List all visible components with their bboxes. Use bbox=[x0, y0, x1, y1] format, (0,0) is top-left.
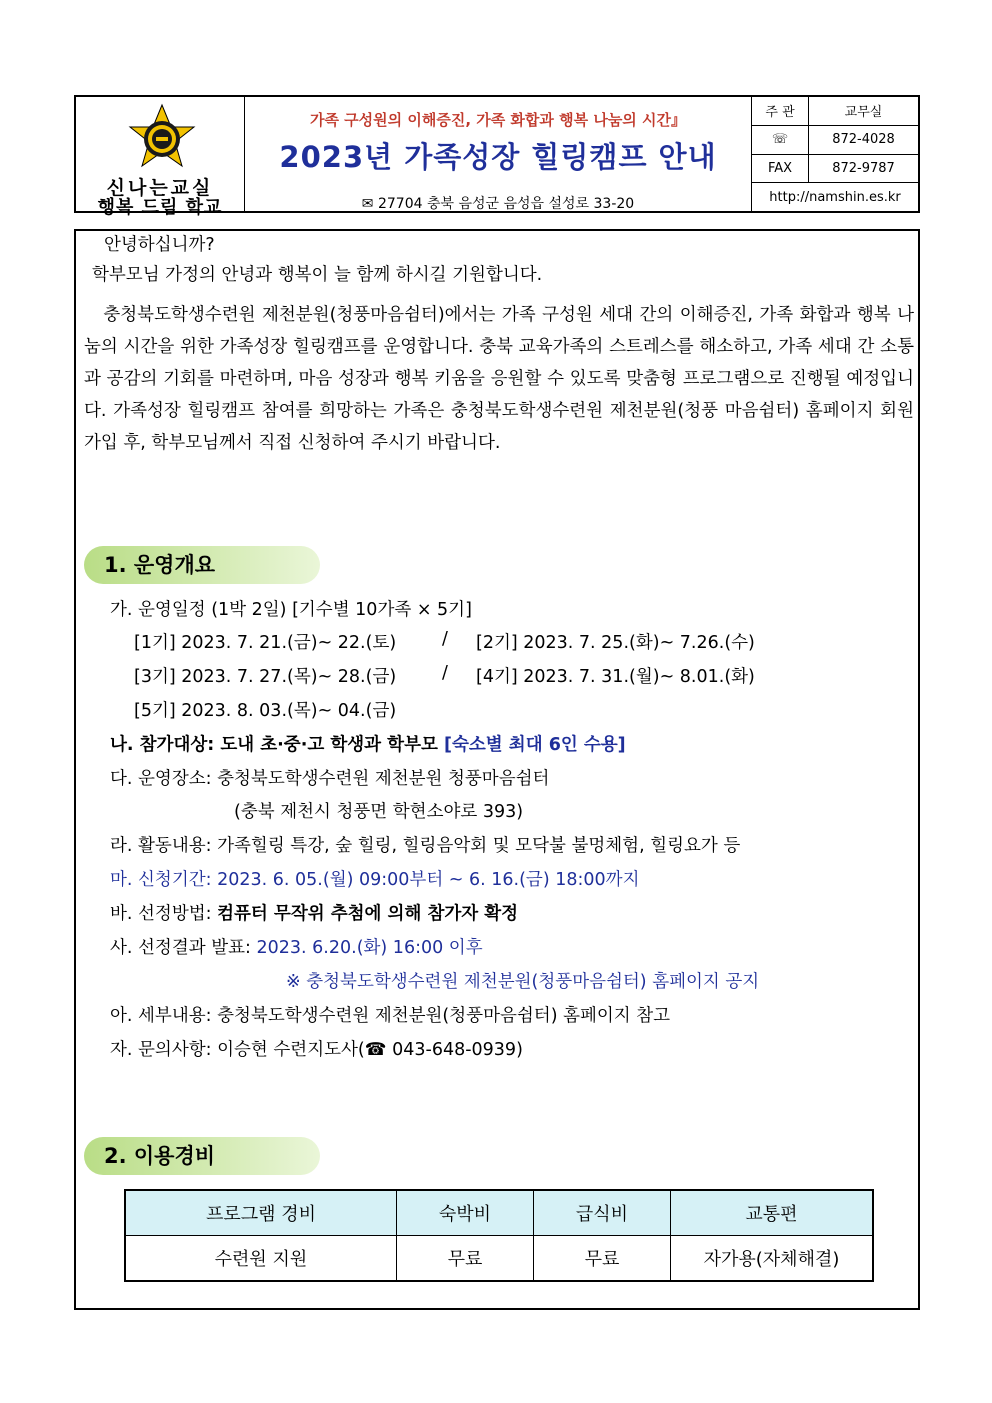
table-cell: 무료 bbox=[397, 1236, 534, 1282]
fax-value: 872-9787 bbox=[832, 160, 895, 176]
phone-icon: ☏ bbox=[752, 126, 809, 154]
select-label: 바. 선정방법: bbox=[110, 904, 212, 924]
session-3: [3기] 2023. 7. 27.(목)~ 28.(금) bbox=[134, 667, 397, 687]
activity-line: 라. 활동내용: 가족힐링 특강, 숲 힐링, 힐링음악회 및 모닥불 불멍체험, 힐링요가 등 bbox=[110, 836, 741, 856]
school-name-line2: 행복 드림 학교 bbox=[97, 197, 223, 218]
table-header-cell: 교통편 bbox=[671, 1190, 874, 1236]
schedule-label: 가. 운영일정 (1박 2일) [기수별 10가족 × 5기] bbox=[110, 600, 472, 620]
table-cell: 무료 bbox=[534, 1236, 671, 1282]
detail-line: 아. 세부내용: 충청북도학생수련원 제천분원(청풍마음쉼터) 홈페이지 참고 bbox=[110, 1006, 671, 1026]
phone-value: 872-4028 bbox=[832, 132, 895, 148]
document-body bbox=[74, 229, 920, 1310]
session-separator: / bbox=[442, 663, 448, 683]
table-header-cell: 급식비 bbox=[534, 1190, 671, 1236]
address-text: 27704 충북 음성군 음성읍 설성로 33-20 bbox=[377, 196, 635, 212]
target-text: 나. 참가대상: 도내 초·중·고 학생과 학부모 bbox=[110, 735, 438, 755]
document-header bbox=[74, 95, 920, 218]
place-address: (충북 제천시 청풍면 학현소야로 393) bbox=[234, 802, 524, 822]
target-note: [숙소별 최대 6인 수용] bbox=[443, 735, 626, 755]
select-line bbox=[110, 900, 518, 925]
result-value: 2023. 6.20.(화) 16:00 이후 bbox=[256, 938, 483, 958]
host-value: 교무실 bbox=[844, 105, 883, 121]
intro-paragraph bbox=[84, 299, 914, 459]
phone-row bbox=[752, 126, 918, 155]
contact-line: 자. 문의사항: 이승현 수련지도사(☎ 043-648-0939) bbox=[110, 1040, 523, 1060]
table-cell: 자가용(자체해결) bbox=[671, 1236, 874, 1282]
greeting-1: 안녕하십니까? bbox=[104, 235, 215, 255]
title-cell bbox=[245, 97, 752, 211]
homepage-link[interactable]: http://namshin.es.kr bbox=[769, 189, 901, 205]
result-line bbox=[110, 934, 483, 959]
session-2: [2기] 2023. 7. 25.(화)~ 7.26.(수) bbox=[476, 633, 755, 653]
select-value: 컴퓨터 무작위 추첨에 의해 참가자 확정 bbox=[217, 904, 519, 924]
table-row bbox=[125, 1236, 873, 1282]
result-label: 사. 선정결과 발표: bbox=[110, 938, 251, 958]
host-label: 주 관 bbox=[752, 97, 809, 125]
contact-info bbox=[752, 97, 918, 211]
cost-table bbox=[124, 1189, 874, 1282]
table-cell: 수련원 지원 bbox=[125, 1236, 397, 1282]
page-title: 2023년 가족성장 힐링캠프 안내 bbox=[279, 140, 717, 174]
url-row bbox=[752, 183, 918, 211]
school-name-line1: 신나는교실 bbox=[106, 177, 214, 199]
host-row bbox=[752, 97, 918, 126]
table-header-cell: 프로그램 경비 bbox=[125, 1190, 397, 1236]
session-5: [5기] 2023. 8. 03.(목)~ 04.(금) bbox=[134, 701, 397, 721]
session-separator: / bbox=[442, 629, 448, 649]
homepage-notice: ※ 충청북도학생수련원 제천분원(청풍마음쉼터) 홈페이지 공지 bbox=[286, 972, 760, 992]
section-2-heading: 2. 이용경비 bbox=[84, 1137, 320, 1175]
address bbox=[245, 193, 751, 213]
apply-period: 마. 신청기간: 2023. 6. 05.(월) 09:00부터 ~ 6. 16.(금) 18:00까지 bbox=[110, 870, 640, 890]
fax-label: FAX bbox=[752, 155, 809, 183]
school-logo-cell bbox=[76, 97, 245, 218]
table-header-row bbox=[125, 1190, 873, 1236]
mail-icon: ✉ bbox=[361, 196, 378, 212]
session-1: [1기] 2023. 7. 21.(금)~ 22.(토) bbox=[134, 633, 397, 653]
greeting-2: 학부모님 가정의 안녕과 행복이 늘 함께 하시길 기원합니다. bbox=[92, 265, 543, 285]
target-line bbox=[110, 731, 626, 756]
session-4: [4기] 2023. 7. 31.(월)~ 8.01.(화) bbox=[476, 667, 755, 687]
fax-row bbox=[752, 155, 918, 184]
school-emblem-icon bbox=[126, 103, 198, 175]
place-line: 다. 운영장소: 충청북도학생수련원 제천분원 청풍마음쉼터 bbox=[110, 769, 550, 789]
table-header-cell: 숙박비 bbox=[397, 1190, 534, 1236]
subtitle: 가족 구성원의 이해증진, 가족 화합과 행복 나눔의 시간』 bbox=[309, 111, 687, 129]
section-1-heading: 1. 운영개요 bbox=[84, 546, 320, 584]
intro-text: 충청북도학생수련원 제천분원(청풍마음쉼터)에서는 가족 구성원 세대 간의 이해증진, 가족 화합과 행복 나눔의 시간을 위한 가족성장 힐링캠프를 운영합니다. 충북 교육가족의 스트레스를 해소하고, 가족 세대 간 소통과 공감의 기회를 마련하며, 마음 성장과 행복 키움을 응원할 수 있도록 맞춤형 프로그램으로 진행될 예정입니다. 가족성장 힐링캠프 참여를 희망하는 가족은 충청북도학생수련원 제천분원(청풍 마음쉼터) 홈페이지 회원가입 후, 학부모님께서 직접 신청하여 주시기 바랍니다. bbox=[84, 305, 914, 453]
